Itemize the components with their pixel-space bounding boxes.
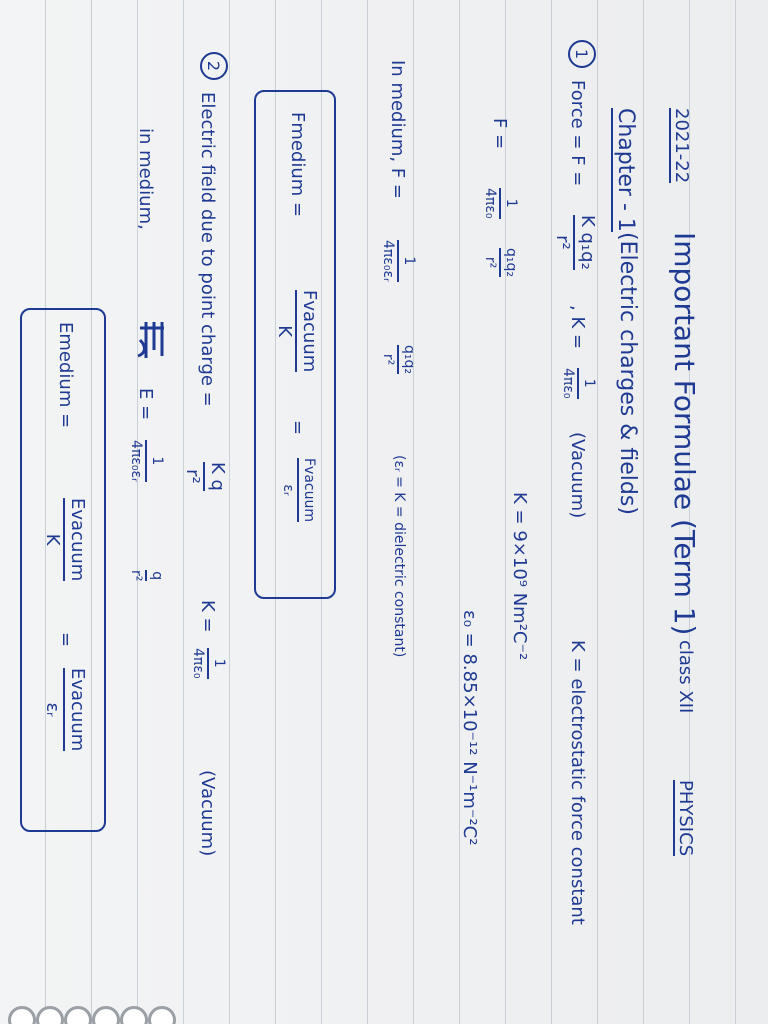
k-again-prefix: K = xyxy=(197,600,218,633)
year-label: 2021-22 xyxy=(671,108,692,184)
class-label: class XII xyxy=(675,640,696,714)
binding-ring xyxy=(8,1006,36,1024)
binding-ring xyxy=(120,1006,148,1024)
binding-ring xyxy=(36,1006,64,1024)
k-prefix: , K = xyxy=(567,305,588,350)
coulomb-numerator: K q₁q₂ xyxy=(577,215,598,270)
page-title: Important Formulae (Term 1) xyxy=(668,232,701,636)
medium-constant-denominator: 4πε₀εᵣ xyxy=(380,240,397,282)
box2-fraction-1-numerator: Evacuum xyxy=(67,498,88,582)
medium-prefix: In medium, F = xyxy=(387,60,408,200)
box1-fraction-1-numerator: Fvacuum xyxy=(299,290,320,373)
f-constant-numerator: 1 xyxy=(503,198,519,208)
e-prefix: E = xyxy=(135,388,156,421)
coulomb-fraction xyxy=(552,215,596,270)
box1-lhs: Fmedium = xyxy=(287,112,308,218)
k-denominator: 4πε₀ xyxy=(560,368,577,399)
binding-ring xyxy=(92,1006,120,1024)
k-fraction xyxy=(561,368,596,399)
k-value: K = 9×10⁹ Nm²C⁻² xyxy=(509,492,530,661)
f-charges-numerator: q₁q₂ xyxy=(503,248,519,277)
box1-fraction-2 xyxy=(281,458,316,522)
subject-label: PHYSICS xyxy=(675,780,696,857)
box2-equals: = xyxy=(55,632,76,648)
box2-fraction-2-denominator: εᵣ xyxy=(42,702,64,717)
box1-fraction-1-denominator: K xyxy=(274,325,296,338)
field-fraction xyxy=(182,462,226,491)
e-constant-numerator: 1 xyxy=(149,456,165,466)
k-again-numerator: 1 xyxy=(211,658,227,668)
scribble-mark xyxy=(134,320,168,360)
coulomb-denominator: r² xyxy=(552,235,574,250)
medium-charges-numerator: q₁q₂ xyxy=(401,345,417,374)
k-numerator: 1 xyxy=(581,378,597,388)
k-definition: K = electrostatic force constant xyxy=(567,640,588,925)
section-2-number-text: 2 xyxy=(204,60,224,72)
box1-fraction-2-denominator: εᵣ xyxy=(280,484,297,496)
e-charge-denominator: r² xyxy=(128,570,145,582)
vacuum-note: (Vacuum) xyxy=(567,432,588,519)
chapter-label: Chapter - 1 xyxy=(613,108,638,232)
e-constant-fraction xyxy=(129,440,164,482)
in-medium-label: in medium, xyxy=(135,128,156,230)
box1-equals: = xyxy=(287,420,308,436)
f-constant-denominator: 4πε₀ xyxy=(482,188,499,219)
dielectric-note: (εᵣ = K = dielectric constant) xyxy=(391,455,407,658)
section-2-number xyxy=(200,52,228,80)
vacuum-note-2: (Vacuum) xyxy=(197,770,218,857)
e-charge-numerator: q xyxy=(149,571,165,581)
epsilon0-value: ε₀ = 8.85×10⁻¹² N⁻¹m⁻²C² xyxy=(459,610,480,846)
spiral-binding xyxy=(0,998,768,1024)
f-charges-fraction xyxy=(483,248,518,277)
medium-charges-denominator: r² xyxy=(380,353,397,366)
e-charge-fraction xyxy=(129,570,164,581)
k-again-denominator: 4πε₀ xyxy=(190,648,207,679)
field-numerator: K q xyxy=(207,462,228,491)
section-1-number xyxy=(568,40,596,68)
section-1-number-text: 1 xyxy=(572,48,592,60)
section-2-title: Electric field due to point charge = xyxy=(197,92,218,407)
box2-fraction-2 xyxy=(42,668,86,751)
f-constant-fraction xyxy=(483,188,518,219)
medium-constant-fraction xyxy=(381,240,416,282)
e-constant-denominator: 4πε₀εᵣ xyxy=(128,440,145,482)
medium-charges-fraction xyxy=(381,345,416,374)
box1-fraction-1 xyxy=(274,290,318,372)
box2-lhs: Emedium = xyxy=(55,322,76,429)
medium-constant-numerator: 1 xyxy=(401,256,417,266)
f-prefix: F = xyxy=(489,118,510,150)
box1-fraction-2-numerator: Fvacuum xyxy=(301,458,317,522)
field-denominator: r² xyxy=(182,469,204,484)
chapter-topic: (Electric charges & fields) xyxy=(615,232,640,515)
binding-ring xyxy=(64,1006,92,1024)
box2-fraction-2-numerator: Evacuum xyxy=(67,668,88,752)
force-prefix: Force = F = xyxy=(567,80,588,187)
k-again-fraction xyxy=(191,648,226,679)
box2-fraction-1-denominator: K xyxy=(42,533,64,546)
binding-ring xyxy=(148,1006,176,1024)
box2-fraction-1 xyxy=(42,498,86,581)
f-charges-denominator: r² xyxy=(482,256,499,269)
